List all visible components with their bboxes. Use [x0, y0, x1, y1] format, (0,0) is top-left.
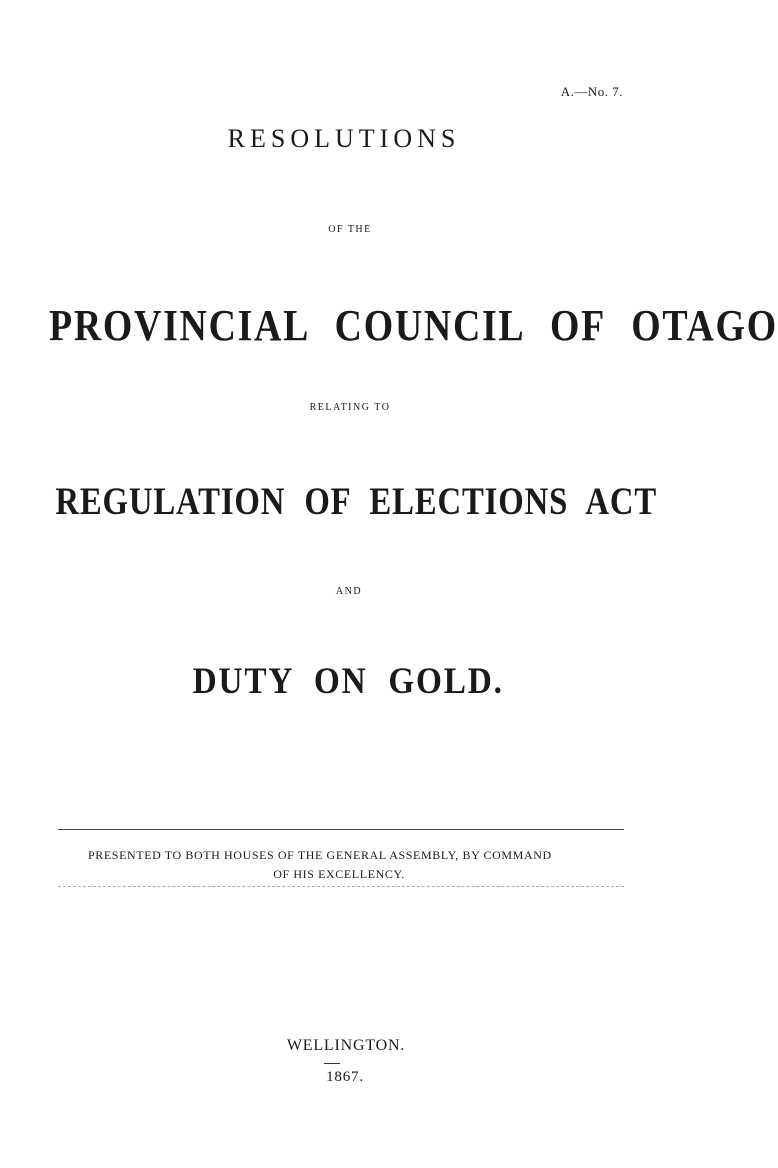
imprint-dash	[324, 1063, 340, 1064]
subject-duty-on-gold: DUTY ON GOLD.	[192, 661, 504, 702]
imprint-place: WELLINGTON.	[286, 1037, 406, 1054]
of-the-text: OF THE	[328, 224, 372, 235]
imprint-year: 1867.	[326, 1069, 364, 1085]
and-text: AND	[335, 586, 363, 597]
document-reference: A.—No. 7.	[560, 84, 623, 99]
presented-statement-line-1: PRESENTED TO BOTH HOUSES OF THE GENERAL ASSEMBLY, BY COMMAND	[88, 848, 552, 862]
lower-divider	[58, 886, 624, 887]
upper-divider	[58, 829, 624, 830]
subject-elections-act: REGULATION OF ELECTIONS ACT	[55, 480, 658, 523]
council-name: PROVINCIAL COUNCIL OF OTAGO	[49, 301, 778, 350]
presented-statement-line-2: OF HIS EXCELLENCY.	[273, 867, 405, 881]
relating-to-text: RELATING TO	[309, 402, 391, 413]
page-title: RESOLUTIONS	[227, 124, 461, 153]
